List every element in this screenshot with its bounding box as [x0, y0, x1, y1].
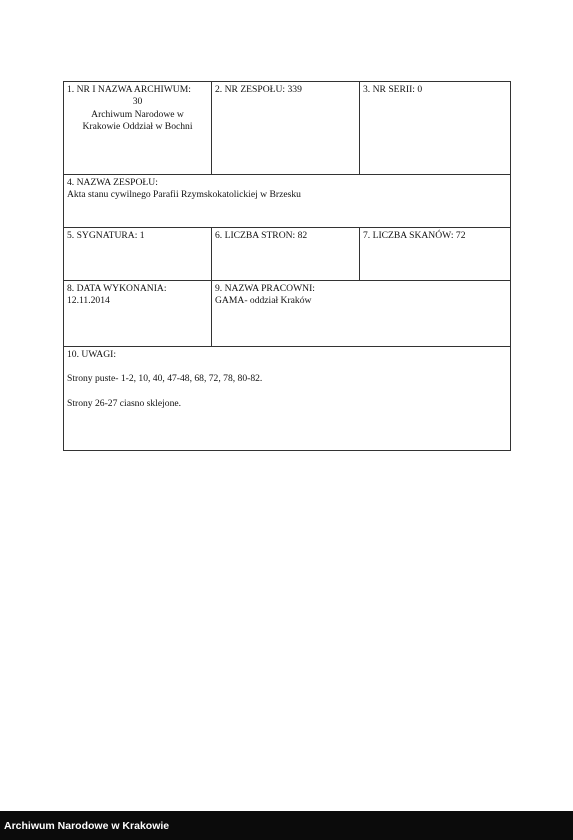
- cell-series-number: [360, 82, 511, 175]
- metadata-form-table: [63, 81, 511, 451]
- workshop-label: 9. NAZWA PRACOWNI:: [215, 283, 315, 294]
- cell-date: [64, 281, 212, 347]
- archive-name-line2: Krakowie Oddział w Bochni: [82, 121, 193, 133]
- fonds-number: 2. NR ZESPOŁU: 339: [215, 84, 302, 95]
- notes-label: 10. UWAGI:: [67, 349, 117, 360]
- scan-count: 7. LICZBA SKANÓW: 72: [363, 230, 466, 241]
- form-row-date-workshop: [64, 281, 511, 347]
- cell-scan-count: [360, 228, 511, 281]
- cell-archive: [64, 82, 212, 175]
- fonds-name: Akta stanu cywilnego Parafii Rzymskokatolickiej w Brzesku: [67, 189, 301, 201]
- signature: 5. SYGNATURA: 1: [67, 230, 145, 241]
- cell-fonds-number: [212, 82, 360, 175]
- cell-notes: [64, 347, 511, 451]
- fonds-name-label: 4. NAZWA ZESPOŁU:: [67, 177, 158, 188]
- footer-bar: [0, 811, 573, 840]
- form-row-notes: [64, 347, 511, 451]
- form-row-fonds-name: [64, 175, 511, 228]
- form-row-archive: [64, 82, 511, 175]
- footer-archive-name: Archiwum Narodowe w Krakowie: [4, 820, 170, 832]
- note-glued-pages: Strony 26-27 ciasno sklejone.: [67, 397, 182, 409]
- archive-label: 1. NR I NAZWA ARCHIWUM:: [67, 84, 191, 95]
- cell-workshop: [212, 281, 511, 347]
- cell-fonds-name: [64, 175, 511, 228]
- cell-page-count: [212, 228, 360, 281]
- date-label: 8. DATA WYKONANIA:: [67, 283, 167, 294]
- archive-number: 30: [132, 96, 143, 108]
- page-count: 6. LICZBA STRON: 82: [215, 230, 308, 241]
- workshop-value: GAMA- oddział Kraków: [215, 295, 312, 307]
- cell-signature: [64, 228, 212, 281]
- note-empty-pages: Strony puste- 1-2, 10, 40, 47-48, 68, 72, 78, 80-82.: [67, 373, 263, 385]
- date-value: 12.11.2014: [67, 295, 110, 307]
- form-row-counts: [64, 228, 511, 281]
- archive-name-line1: Archiwum Narodowe w: [91, 108, 184, 120]
- series-number: 3. NR SERII: 0: [363, 84, 423, 95]
